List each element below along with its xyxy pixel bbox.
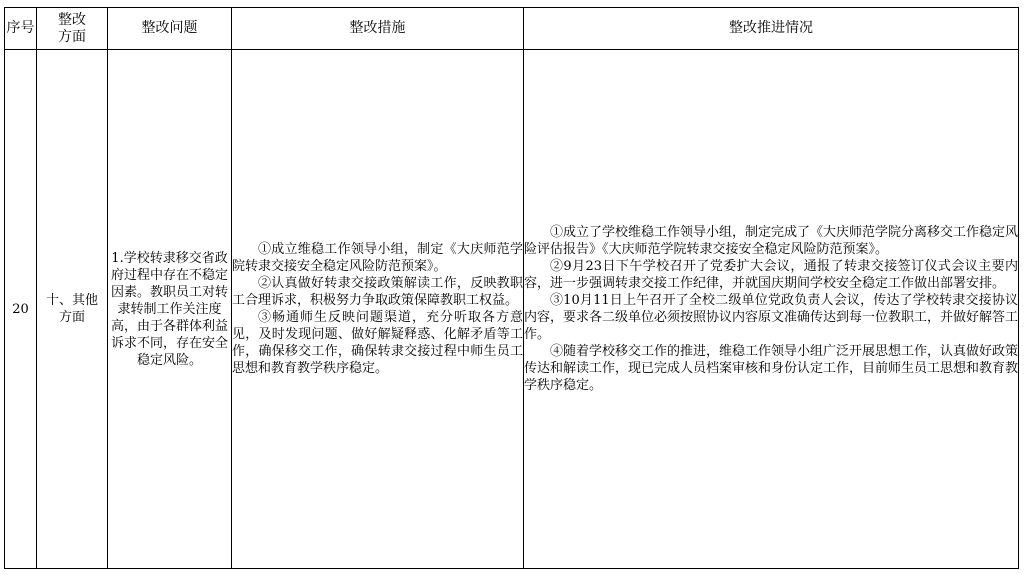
header-index: 序号 <box>5 8 37 50</box>
row-measures <box>232 50 524 569</box>
rectification-table <box>4 7 1019 569</box>
progress-item: ①成立了学校维稳工作领导小组，制定完成了《大庆师范学院分离移交工作稳定风险评估报告》《大庆师范学院转隶交接安全稳定风险防范预案》。 <box>524 225 1019 257</box>
measure-item: ③畅通师生反映问题渠道，充分听取各方意见，及时发现问题、做好解疑释惑、化解矛盾等工作，确保移交工作，确保转隶交接过程中师生员工思想和教育教学秩序稳定。 <box>232 310 523 376</box>
row-index: 20 <box>5 50 37 569</box>
progress-item: ④随着学校移交工作的推进，维稳工作领导小组广泛开展思想工作，认真做好政策传达和解读工作，现已完成人员档案审核和身份认定工作，目前师生员工思想和教育教学秩序稳定。 <box>524 344 1019 393</box>
header-row <box>5 8 1019 50</box>
row-category-line2: 方面 <box>58 310 85 325</box>
row-issue: 1.学校转隶移交省政府过程中存在不稳定因素。教职员工对转隶转制工作关注度高，由于各群体利益诉求不同，存在安全稳定风险。 <box>108 50 232 569</box>
header-category-line2: 方面 <box>58 28 86 45</box>
progress-item: ②9月23日下午学校召开了党委扩大会议，通报了转隶交接签订仪式会议主要内容，进一步强调转隶交接工作纪律，并就国庆期间学校安全稳定工作做出部署安排。 <box>524 259 1018 291</box>
header-measures: 整改措施 <box>232 8 524 50</box>
header-category-line1: 整改 <box>58 11 86 28</box>
measure-item: ②认真做好转隶交接政策解读工作，反映教职工合理诉求，积极努力争取政策保障教职工权益。 <box>232 276 523 308</box>
table-row <box>5 50 1019 569</box>
row-category-line1: 十、其他 <box>45 293 98 308</box>
row-category <box>37 50 108 569</box>
header-issue: 整改问题 <box>108 8 232 50</box>
measure-item: ①成立维稳工作领导小组，制定《大庆师范学院转隶交接安全稳定风险防范预案》。 <box>232 242 523 274</box>
row-progress <box>524 50 1019 569</box>
header-category <box>37 8 108 50</box>
progress-item: ③10月11日上午召开了全校二级单位党政负责人会议，传达了学校转隶交接协议内容，要求各二级单位必须按照协议内容原文准确传达到每一位教职工，并做好解答工作。 <box>524 293 1019 342</box>
header-progress: 整改推进情况 <box>524 8 1019 50</box>
